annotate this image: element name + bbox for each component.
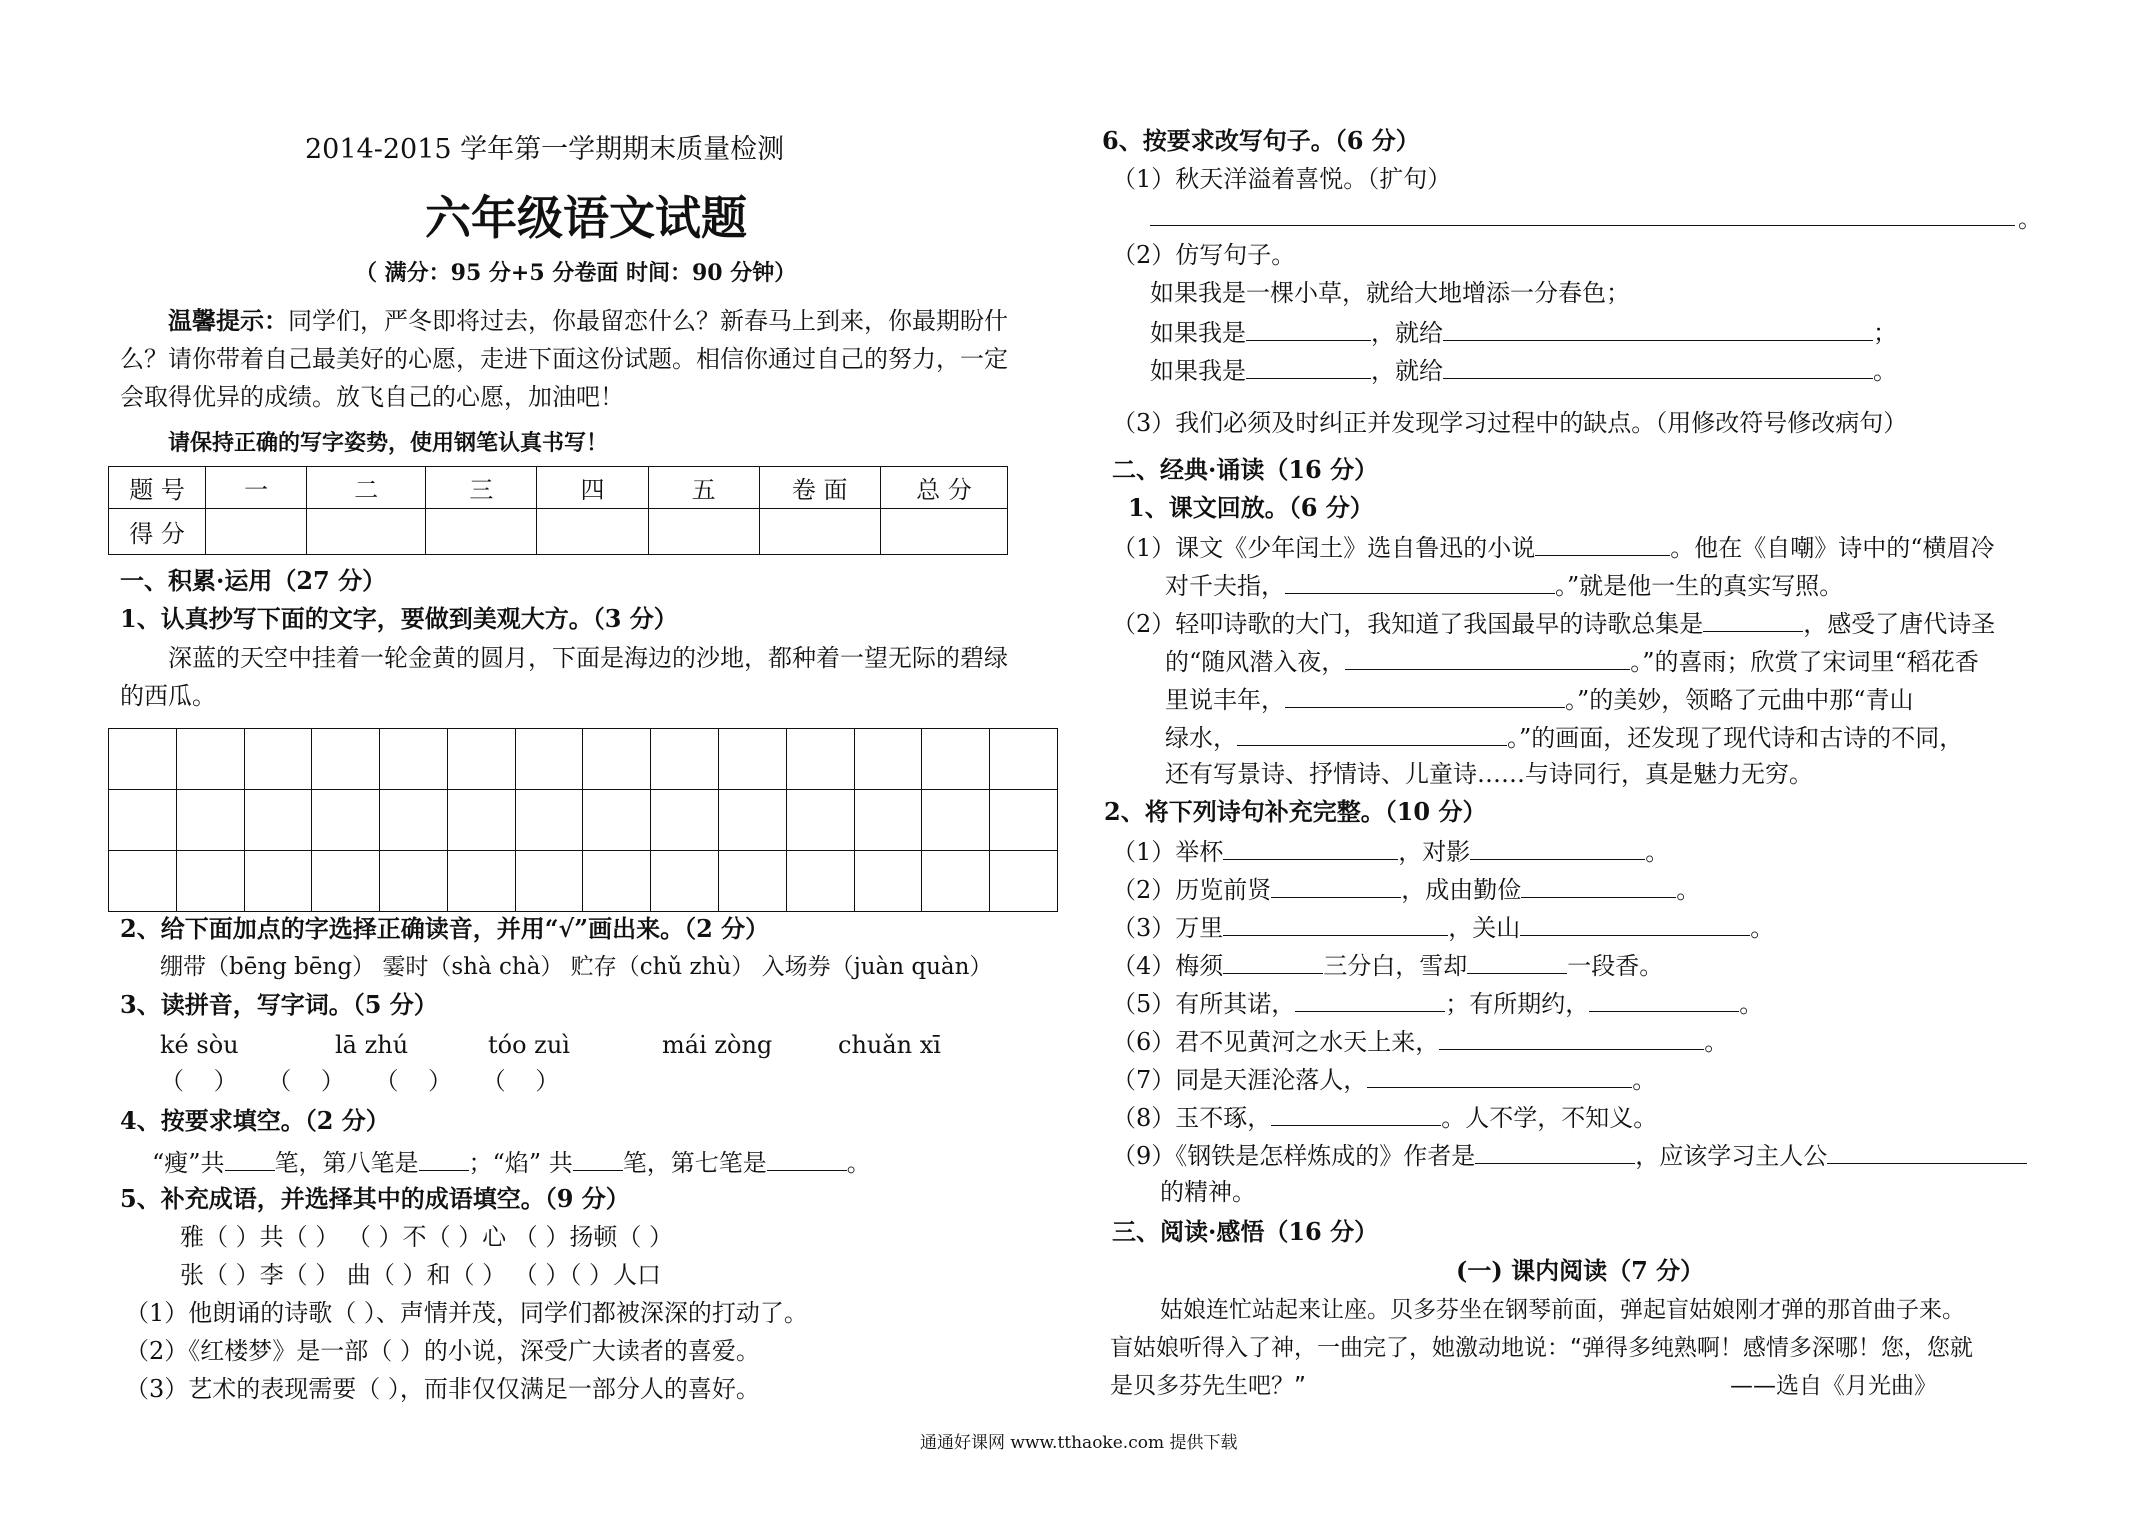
r1-1-line-2 bbox=[1165, 569, 1843, 601]
poem-item-4 bbox=[1112, 949, 1663, 981]
q6-2-blank[interactable] bbox=[1443, 354, 1873, 379]
tip-text-1: 同学们，严冬即将过去，你最留恋什么？新春马上到来，你最期盼什 bbox=[288, 307, 1008, 335]
poem-text: ，关山 bbox=[1448, 914, 1521, 942]
poem-text: 。人不学，不知义。 bbox=[1441, 1104, 1658, 1132]
q6-2-text: 如果我是 bbox=[1150, 319, 1246, 347]
r1-blank-verse[interactable] bbox=[1285, 683, 1565, 708]
score-table-score-row bbox=[109, 509, 1008, 555]
score-header-cell: 题 号 bbox=[109, 467, 206, 509]
r1-1-line-1 bbox=[1112, 531, 1995, 563]
reading-passage-source: ——选自《月光曲》 bbox=[1730, 1373, 1937, 1399]
idiom-row-2[interactable]: 张（ ）李（ ） 曲（ ）和（ ） （ ）（ ）人口 bbox=[180, 1261, 662, 1289]
r1-blank-novel[interactable] bbox=[1535, 531, 1670, 556]
poem-text: ；有所期约， bbox=[1445, 990, 1590, 1018]
r1-text: 。”就是他一生的真实写照。 bbox=[1555, 572, 1844, 600]
tip-line-1 bbox=[168, 306, 1008, 336]
poem-blank[interactable] bbox=[1223, 949, 1323, 974]
idiom-sentence-1[interactable]: （1）他朗诵的诗歌（ ）、声情并茂，同学们都被深深的打动了。 bbox=[125, 1299, 808, 1327]
poem-blank[interactable] bbox=[1467, 949, 1567, 974]
score-header-cell: 卷 面 bbox=[759, 467, 880, 509]
score-header-cell: 五 bbox=[648, 467, 759, 509]
poem-item-2 bbox=[1112, 873, 1700, 905]
idiom-sentence-3[interactable]: （3）艺术的表现需要（ ），而非仅仅满足一部分人的喜好。 bbox=[125, 1375, 760, 1403]
poem-item-3 bbox=[1112, 911, 1774, 943]
r1-2-line-5: 还有写景诗、抒情诗、儿童诗……与诗同行，真是魅力无穷。 bbox=[1165, 760, 1813, 788]
score-row-label: 得 分 bbox=[109, 509, 206, 555]
r1-blank-poem[interactable] bbox=[1285, 569, 1555, 594]
r1-text: 里说丰年， bbox=[1165, 686, 1285, 714]
r1-2-line-4 bbox=[1165, 721, 1963, 753]
reading-passage-line-1: 姑娘连忙站起来让座。贝多芬坐在钢琴前面，弹起盲姑娘刚才弹的那首曲子来。 bbox=[1160, 1297, 1965, 1323]
q6-2-text: ，就给 bbox=[1371, 319, 1443, 347]
question-2-prompt: 2、给下面加点的字选择正确读音，并用“√”画出来。（2 分） bbox=[120, 914, 770, 943]
r1-text: 。”的画面，还发现了现代诗和古诗的不同， bbox=[1507, 724, 1964, 752]
reading-2-prompt: 2、将下列诗句补充完整。（10 分） bbox=[1104, 797, 1487, 826]
question-2-options[interactable]: 绷带（bēng bēng） 霎时（shà chà） 贮存（chǔ zhù） 入场券（juàn quàn） bbox=[160, 954, 993, 980]
poem-blank[interactable] bbox=[1367, 1063, 1632, 1088]
poem-item-8 bbox=[1112, 1101, 1657, 1133]
poem-blank[interactable] bbox=[1520, 911, 1750, 936]
pinyin-item: chuǎn xī bbox=[838, 1031, 941, 1059]
poem-blank[interactable] bbox=[1521, 873, 1676, 898]
r1-2-line-3 bbox=[1165, 683, 1914, 715]
q6-2-text: ，就给 bbox=[1371, 357, 1443, 385]
poem-blank[interactable] bbox=[1271, 873, 1401, 898]
question-1-text-line-1: 深蓝的天空中挂着一轮金黄的圆月，下面是海边的沙地，都种着一望无际的碧绿 bbox=[168, 644, 1008, 672]
score-table bbox=[108, 466, 1008, 555]
r1-text: （2）轻叩诗歌的大门，我知道了我国最早的诗歌总集是 bbox=[1112, 610, 1704, 638]
q6-2-blank[interactable] bbox=[1443, 316, 1873, 341]
poem-text: （2）历览前贤 bbox=[1112, 876, 1272, 904]
r1-2-line-1 bbox=[1112, 607, 1995, 639]
poem-text: （4）梅须 bbox=[1112, 952, 1224, 980]
q6-1-answer-line[interactable] bbox=[1150, 225, 2015, 226]
question-1-prompt: 1、认真抄写下面的文字，要做到美观大方。（3 分） bbox=[120, 604, 678, 633]
question-6-2-line-2 bbox=[1150, 354, 1897, 386]
q6-2-text: 如果我是 bbox=[1150, 357, 1246, 385]
poem-blank[interactable] bbox=[1589, 987, 1739, 1012]
score-header-cell: 四 bbox=[537, 467, 648, 509]
score-input-cell[interactable] bbox=[307, 509, 426, 555]
question-6-2-example: 如果我是一棵小草，就给大地增添一分春色； bbox=[1150, 279, 1630, 307]
poem-blank[interactable] bbox=[1470, 835, 1645, 860]
poem-text: 。 bbox=[1632, 1066, 1657, 1094]
poem-blank[interactable] bbox=[1271, 1101, 1441, 1126]
poem-text: （7）同是天涯沦落人， bbox=[1112, 1066, 1368, 1094]
q4-text-a: “瘦”共 bbox=[152, 1149, 225, 1177]
writing-posture-reminder: 请保持正确的写字姿势，使用钢笔认真书写！ bbox=[168, 430, 609, 456]
r1-blank-verse[interactable] bbox=[1237, 721, 1507, 746]
q6-2-punct: ； bbox=[1873, 319, 1897, 347]
q4-blank-stroke-count-2[interactable] bbox=[573, 1146, 623, 1171]
poem-text: （3）万里 bbox=[1112, 914, 1224, 942]
period-mark: 。 bbox=[2018, 205, 2042, 233]
poem-text: 。 bbox=[1739, 990, 1764, 1018]
tip-line-2: 么？请你带着自己最美好的心愿，走进下面这份试题。相信你通过自己的努力，一定 bbox=[120, 345, 1008, 373]
reading-passage-line-2: 盲姑娘听得入了神，一曲完了，她激动地说：“弹得多纯熟啊！感情多深哪！您，您就 bbox=[1110, 1335, 1973, 1361]
score-header-cell: 一 bbox=[206, 467, 307, 509]
poem-text: 。 bbox=[1750, 914, 1775, 942]
poem-blank[interactable] bbox=[1295, 987, 1445, 1012]
q4-text-e: 。 bbox=[846, 1149, 871, 1177]
r1-text: 。”的喜雨；欣赏了宋词里“稻花香 bbox=[1630, 648, 1979, 676]
exam-title: 六年级语文试题 bbox=[425, 191, 747, 245]
poem-text: 。 bbox=[1645, 838, 1670, 866]
poem-text: 一段香。 bbox=[1567, 952, 1664, 980]
tip-line-3: 会取得优异的成绩。放飞自己的心愿，加油吧！ bbox=[120, 383, 624, 411]
question-6-prompt: 6、按要求改写句子。（6 分） bbox=[1102, 126, 1420, 155]
q4-blank-eighth-stroke[interactable] bbox=[419, 1146, 469, 1171]
q4-text-b: 笔，第八笔是 bbox=[274, 1149, 419, 1177]
exam-subtitle: （ 满分：95 分+5 分卷面 时间：90 分钟） bbox=[355, 260, 797, 286]
section-1-heading: 一、积累·运用（27 分） bbox=[120, 566, 387, 595]
reading-1-prompt: 1、课文回放。（6 分） bbox=[1128, 493, 1374, 522]
pinyin-item: tóo zuì bbox=[488, 1031, 570, 1059]
score-input-cell[interactable] bbox=[759, 509, 880, 555]
score-table-header-row bbox=[109, 467, 1008, 509]
r1-blank-verse[interactable] bbox=[1345, 645, 1630, 670]
reading-passage-line-3: 是贝多芬先生吧？” bbox=[1110, 1373, 1306, 1399]
r1-text: 的“随风潜入夜， bbox=[1165, 648, 1346, 676]
question-6-2-line-1 bbox=[1150, 316, 1897, 348]
idiom-sentence-2[interactable]: （2）《红楼梦》是一部（ ）的小说，深受广大读者的喜爱。 bbox=[125, 1337, 760, 1365]
poem-text: （1）举杯 bbox=[1112, 838, 1224, 866]
q6-2-punct: 。 bbox=[1873, 357, 1897, 385]
score-input-cell[interactable] bbox=[537, 509, 648, 555]
r1-blank-collection[interactable] bbox=[1703, 607, 1803, 632]
r1-text: ，感受了唐代诗圣 bbox=[1803, 610, 1996, 638]
poem-item-6 bbox=[1112, 1025, 1728, 1057]
poem-item-5 bbox=[1112, 987, 1763, 1019]
r1-2-line-2 bbox=[1165, 645, 1979, 677]
footer-credit: 通通好课网 www.tthaoke.com 提供下载 bbox=[920, 1433, 1238, 1453]
poem-item-7 bbox=[1112, 1063, 1656, 1095]
q6-2-blank[interactable] bbox=[1246, 316, 1371, 341]
poem-blank-hero[interactable] bbox=[1827, 1139, 2027, 1164]
r1-text: 。”的美妙，领略了元曲中那“青山 bbox=[1565, 686, 1914, 714]
pinyin-item: lā zhú bbox=[335, 1031, 409, 1059]
idiom-row-1[interactable]: 雅（ ）共（ ） （ ）不（ ）心 （ ）扬顿（ ） bbox=[180, 1223, 674, 1251]
question-3-prompt: 3、读拼音，写字词。（5 分） bbox=[120, 990, 438, 1019]
score-header-cell: 三 bbox=[426, 467, 537, 509]
question-5-prompt: 5、补充成语，并选择其中的成语填空。（9 分） bbox=[120, 1184, 630, 1213]
reading-passage-title: (一) 课内阅读（7 分） bbox=[1456, 1256, 1705, 1285]
q4-text-c: ；“焰” 共 bbox=[468, 1149, 573, 1177]
question-4-prompt: 4、按要求填空。（2 分） bbox=[120, 1106, 390, 1135]
school-year-heading: 2014-2015 学年第一学期期末质量检测 bbox=[305, 134, 785, 165]
poem-text: 三分白，雪却 bbox=[1323, 952, 1468, 980]
poem-blank[interactable] bbox=[1223, 835, 1398, 860]
poem-text: ，应该学习主人公 bbox=[1635, 1142, 1828, 1170]
pinyin-item: ké sòu bbox=[160, 1031, 239, 1059]
score-header-cell: 二 bbox=[307, 467, 426, 509]
poem-blank-author[interactable] bbox=[1475, 1139, 1635, 1164]
question-4-fill bbox=[152, 1146, 871, 1178]
question-6-3: （3）我们必须及时纠正并发现学习过程中的缺点。（用修改符号修改病句） bbox=[1112, 409, 1908, 437]
score-input-cell[interactable] bbox=[426, 509, 537, 555]
question-1-text-line-2: 的西瓜。 bbox=[120, 682, 216, 710]
q4-blank-stroke-count[interactable] bbox=[225, 1146, 275, 1171]
question-6-2: （2）仿写句子。 bbox=[1112, 241, 1296, 269]
poem-text: （5）有所其诺， bbox=[1112, 990, 1296, 1018]
poem-blank[interactable] bbox=[1439, 1025, 1704, 1050]
q4-text-d: 笔，第七笔是 bbox=[622, 1149, 767, 1177]
score-input-cell[interactable] bbox=[648, 509, 759, 555]
score-input-cell[interactable] bbox=[206, 509, 307, 555]
poem-text: 。 bbox=[1676, 876, 1701, 904]
poem-text: （6）君不见黄河之水天上来， bbox=[1112, 1028, 1440, 1056]
question-6-1: （1）秋天洋溢着喜悦。（扩句） bbox=[1112, 165, 1452, 193]
q4-blank-seventh-stroke[interactable] bbox=[767, 1146, 847, 1171]
r1-text: 。他在《自嘲》诗中的“横眉冷 bbox=[1670, 534, 1995, 562]
score-header-cell: 总 分 bbox=[880, 467, 1007, 509]
poem-item-9-cont: 的精神。 bbox=[1160, 1178, 1256, 1206]
score-input-cell[interactable] bbox=[880, 509, 1007, 555]
pinyin-answer-parens[interactable]: （ ） （ ） （ ） （ ） bbox=[160, 1067, 560, 1095]
poem-text: 。 bbox=[1704, 1028, 1729, 1056]
section-2-heading: 二、经典·诵读（16 分） bbox=[1112, 455, 1379, 484]
section-3-heading: 三、阅读·感悟（16 分） bbox=[1112, 1217, 1379, 1246]
tip-label: 温馨提示： bbox=[168, 307, 288, 335]
r1-text: 绿水， bbox=[1165, 724, 1237, 752]
r1-text: （1）课文《少年闰土》选自鲁迅的小说 bbox=[1112, 534, 1536, 562]
poem-blank[interactable] bbox=[1223, 911, 1448, 936]
q6-2-blank[interactable] bbox=[1246, 354, 1371, 379]
pinyin-item: mái zòng bbox=[662, 1031, 773, 1059]
poem-text: ，成由勤俭 bbox=[1401, 876, 1522, 904]
r1-text: 对千夫指， bbox=[1165, 572, 1285, 600]
poem-text: （8）玉不琢， bbox=[1112, 1104, 1272, 1132]
poem-text: （9）《钢铁是怎样炼成的》作者是 bbox=[1112, 1142, 1476, 1170]
copy-writing-grid[interactable] bbox=[108, 728, 1058, 912]
poem-text: ，对影 bbox=[1398, 838, 1471, 866]
poem-item-9 bbox=[1112, 1139, 2027, 1171]
poem-item-1 bbox=[1112, 835, 1669, 867]
